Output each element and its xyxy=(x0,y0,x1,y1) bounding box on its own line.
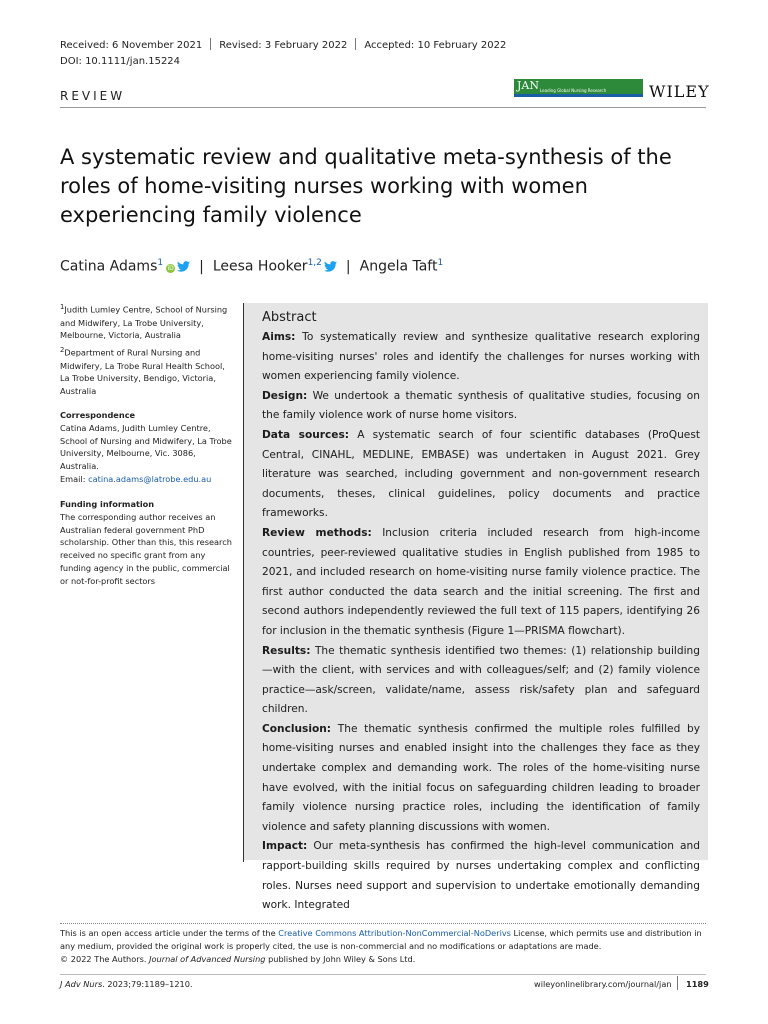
abstract-design: Design: We undertook a thematic synthesis of qualitative studies, focusing on the family violence work of nurse home visitors. xyxy=(262,389,700,422)
license-notice: This is an open access article under the terms of the Creative Commons Attribution-NonCommercial-NoDerivs License, which permits use and distribution in any medium, provided the original work is properly cited, the use is non-commercial and no modifications or adaptations are made. © 2022 The Authors. Journal of Advanced Nursing published by John Wiley & Sons Ltd. xyxy=(60,928,702,964)
twitter-icon[interactable] xyxy=(177,261,190,272)
accepted-date: Accepted: 10 February 2022 xyxy=(364,40,507,51)
correspondence-heading: Correspondence xyxy=(60,410,136,420)
funding-text: The corresponding author receives an Australian federal government PhD scholarship. Other than this, this research received no specific grant from any funding agency in the public, commercial or not-for-profit sectors xyxy=(60,511,232,586)
author-affiliation-ref[interactable]: 1 xyxy=(157,258,164,268)
divider xyxy=(355,38,356,50)
author-list xyxy=(60,258,443,275)
abstract-conclusion: Conclusion: The thematic synthesis confirmed the multiple roles fulfilled by home-visiting nurses and enabled insight into the challenges they face as they undertake complex and demanding work. The roles of the home-visiting nurse have evolved, with the initial focus on safeguarding children leading to broader family violence nursing practice roles, including the identification of family violence and safety planning discussions with women. xyxy=(262,722,700,833)
footer-dotted-rule xyxy=(60,923,706,924)
logo-blue-band xyxy=(514,94,643,97)
header-rule xyxy=(60,107,706,108)
section-label: REVIEW xyxy=(60,89,126,103)
jan-logo-tagline: Leading Global Nursing Research xyxy=(540,88,607,93)
funding-block xyxy=(60,498,232,588)
author-affiliation-ref[interactable]: 1 xyxy=(437,258,444,268)
page-divider xyxy=(677,976,678,990)
abstract-results: Results: The thematic synthesis identified two themes: (1) relationship building—with the client, with services and with colleagues/self; and (2) family violence practice—ask/screen, validate/name, assess risk/safety plan and safeguard children. xyxy=(262,644,700,716)
license-link[interactable]: Creative Commons Attribution-NonCommercial-NoDerivs xyxy=(278,928,511,938)
author-name[interactable]: Leesa Hooker xyxy=(212,258,308,275)
abstract-aims: Aims: To systematically review and synthesize qualitative research exploring home-visiting nurses' roles and identify the challenges for nurses working with women experiencing family violence. xyxy=(262,331,700,383)
received-date: Received: 6 November 2021 xyxy=(60,40,203,51)
abstract-rule xyxy=(243,303,244,862)
footer-rule xyxy=(60,974,706,975)
abstract-review-methods: Review methods: Inclusion criteria included research from high-income countries, peer-reviewed qualitative studies in English published from 1985 to 2021, and included research on home-visiting nurse family violence practice. The first author conducted the data search and the initial screening. The first and second authors independently reviewed the full text of 115 papers, identifying 26 for inclusion in the thematic synthesis (Figure 1—PRISMA flowchart). xyxy=(262,526,700,637)
affiliation-1: $^1$Judith Lumley Centre, School of Nursing and Midwifery, La Trobe University, Melbourne, Victoria, Australia xyxy=(60,303,228,341)
abstract-impact: Impact: Our meta-synthesis has confirmed the high-level communication and rapport-building skills required by nurses undertaking complex and conflicting roles. Nurses need support and supervision to undertake emotionally demanding work. Integrated xyxy=(262,840,700,912)
divider xyxy=(210,38,211,50)
abstract-heading: Abstract xyxy=(262,310,317,325)
page-number: 1189 xyxy=(686,979,709,989)
email-label: Email: xyxy=(60,473,86,484)
doi[interactable]: DOI: 10.1111/jan.15224 xyxy=(60,56,181,67)
email-link[interactable]: catina.adams@latrobe.edu.au xyxy=(88,473,212,484)
author-name[interactable]: Angela Taft xyxy=(359,258,438,275)
correspondence-block xyxy=(60,409,232,486)
affiliation-2: $^2$Department of Rural Nursing and Midwifery, La Trobe Rural Health School, La Trobe University, Bendigo, Victoria, Australia xyxy=(60,346,225,397)
author-affiliation-ref[interactable]: 1,2 xyxy=(307,258,322,268)
author-separator: | xyxy=(199,258,204,275)
article-dates xyxy=(60,38,506,51)
wiley-logo[interactable]: WILEY xyxy=(649,82,710,101)
journal-website-link[interactable]: wileyonlinelibrary.com/journal/jan xyxy=(534,979,672,989)
journal-citation: J Adv Nurs. 2023;79:1189–1210. xyxy=(60,979,193,989)
article-title: A systematic review and qualitative meta-synthesis of the roles of home-visiting nurses working with women experiencing family violence xyxy=(60,145,672,227)
jan-journal-logo[interactable] xyxy=(514,79,643,97)
twitter-icon[interactable] xyxy=(324,261,337,272)
jan-logo-text: JAN xyxy=(517,79,539,92)
orcid-icon[interactable]: iD xyxy=(167,264,174,272)
funding-heading: Funding information xyxy=(60,499,155,509)
revised-date: Revised: 3 February 2022 xyxy=(219,40,348,51)
author-separator: | xyxy=(345,258,351,275)
abstract-data-sources: Data sources: A systematic search of four scientific databases (ProQuest Central, CINAHL, MEDLINE, EMBASE) was undertaken in August 2021. Grey literature was searched, including government and non-government research documents, theses, clinical guidelines, policy documents and practice frameworks. xyxy=(262,428,700,520)
author-name[interactable]: Catina Adams xyxy=(60,258,158,275)
abstract xyxy=(262,308,700,916)
correspondence-text: Catina Adams, Judith Lumley Centre, School of Nursing and Midwifery, La Trobe University, Melbourne, Vic. 3086, Australia. xyxy=(60,422,232,472)
